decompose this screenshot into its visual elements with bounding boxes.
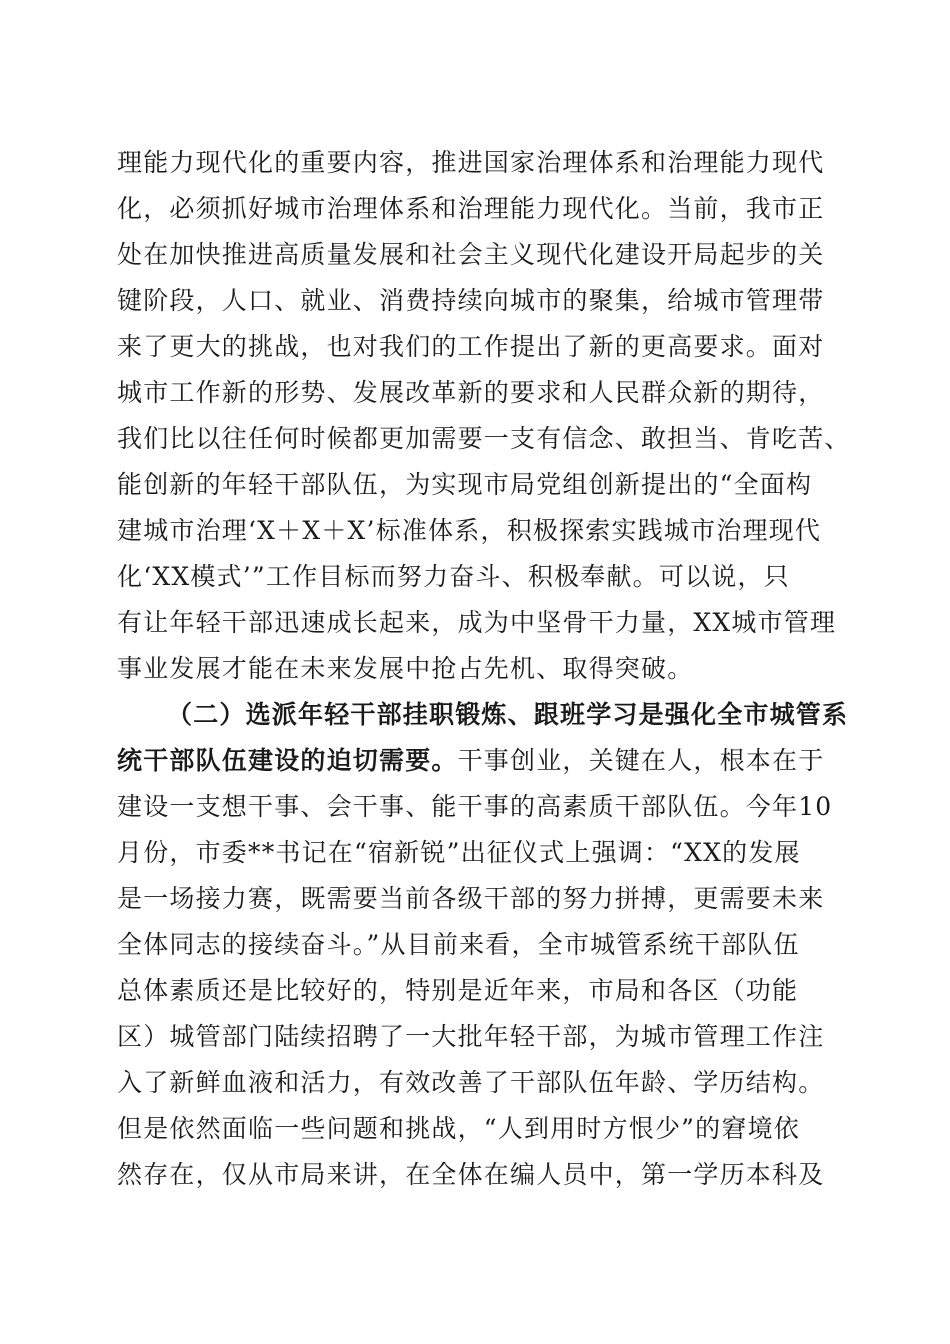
- paragraph-line: 区）城管部门陆续招聘了一大批年轻干部，为城市管理工作注: [117, 1022, 825, 1051]
- paragraph-line: 化，必须抓好城市治理体系和治理能力现代化。当前，我市正: [117, 194, 825, 223]
- paragraph-line: 我们比以往任何时候都更加需要一支有信念、敢担当、肯吃苦、: [117, 424, 851, 453]
- paragraph-line: 入了新鲜血液和活力，有效改善了干部队伍年龄、学历结构。: [117, 1068, 825, 1097]
- paragraph-line: 全体同志的接续奋斗。”从目前来看，全市城管系统干部队伍: [117, 930, 800, 959]
- section-heading-tail: 统干部队伍建设的迫切需要。: [117, 746, 458, 775]
- paragraph-line: 但是依然面临一些问题和挑战，“人到用时方恨少”的窘境依: [117, 1114, 800, 1143]
- paragraph-line: 建设一支想干事、会干事、能干事的高素质干部队伍。今年10: [117, 792, 833, 821]
- paragraph-line: 理能力现代化的重要内容，推进国家治理体系和治理能力现代: [117, 148, 825, 177]
- paragraph-line: 城市工作新的形势、发展改革新的要求和人民群众新的期待，: [117, 378, 825, 407]
- paragraph-text: 干事创业，关键在人，根本在于: [457, 746, 825, 775]
- paragraph-line: 是一场接力赛，既需要当前各级干部的努力拼搏，更需要未来: [117, 884, 825, 913]
- paragraph-line: 事业发展才能在未来发展中抢占先机、取得突破。: [117, 654, 694, 683]
- paragraph-line: [117, 738, 833, 784]
- paragraph-line: 来了更大的挑战，也对我们的工作提出了新的更高要求。面对: [117, 332, 825, 361]
- paragraph-line: 月份，市委**书记在“宿新锐”出征仪式上强调：“XX的发展: [117, 838, 801, 867]
- paragraph-line: 然存在，仅从市局来讲，在全体在编人员中，第一学历本科及: [117, 1160, 825, 1189]
- section-heading-line: （二）选派年轻干部挂职锻炼、跟班学习是强化全市城管系: [167, 700, 849, 729]
- paragraph-line: 键阶段，人口、就业、消费持续向城市的聚集，给城市管理带: [117, 286, 825, 315]
- paragraph-line: 建城市治理‘X＋X＋X’标准体系，积极探索实践城市治理现代: [117, 516, 822, 545]
- paragraph-line: 有让年轻干部迅速成长起来，成为中坚骨干力量，XX城市管理: [117, 608, 837, 637]
- paragraph-line: 化‘XX模式’”工作目标而努力奋斗、积极奉献。可以说，只: [117, 562, 790, 591]
- paragraph-line: 处在加快推进高质量发展和社会主义现代化建设开局起步的关: [117, 240, 825, 269]
- paragraph-line: 能创新的年轻干部队伍，为实现市局党组创新提出的“全面构: [117, 470, 813, 499]
- paragraph-line: 总体素质还是比较好的，特别是近年来，市局和各区（功能: [117, 976, 799, 1005]
